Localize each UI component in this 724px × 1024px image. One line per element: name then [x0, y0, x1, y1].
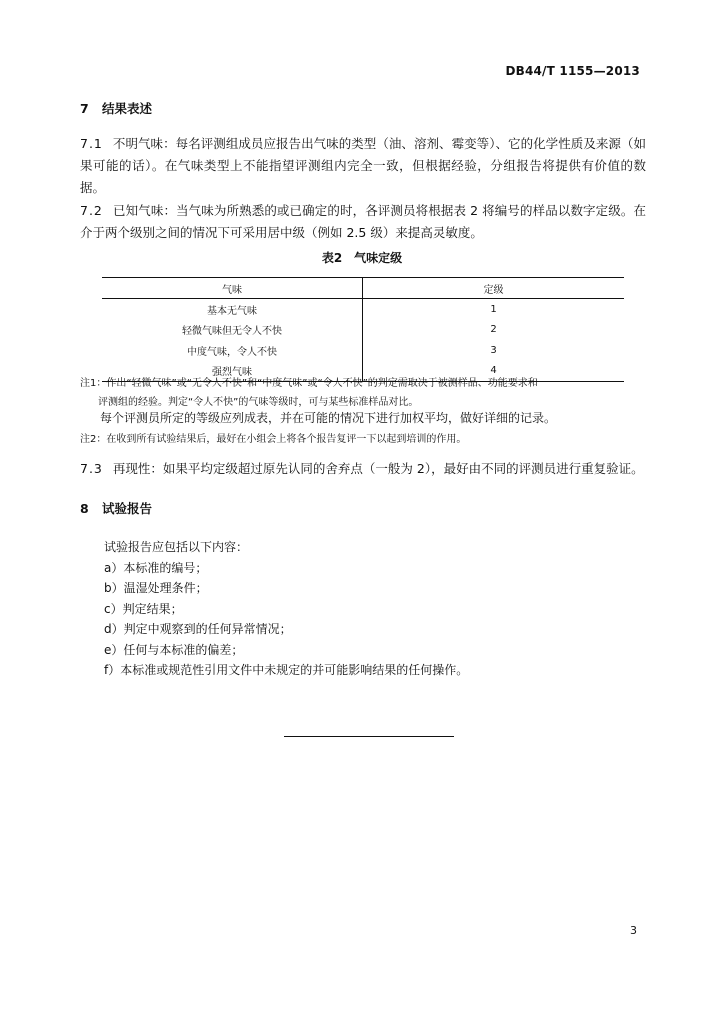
end-rule — [284, 736, 454, 737]
section-7-title: 结果表述 — [102, 101, 153, 116]
grade-cell: 4 — [363, 361, 625, 382]
odor-grade-table — [102, 277, 624, 382]
list-item: b）温湿处理条件； — [104, 581, 208, 595]
clause-7-3-text: 再现性：如果平均定级超过原先认同的舍弃点（一般为 2），最好由不同的评测员进行重复验证。 — [112, 461, 644, 476]
odor-cell: 强烈气味 — [102, 361, 363, 382]
header-odor: 气味 — [102, 278, 363, 299]
list-item: f）本标准或规范性引用文件中未规定的并可能影响结果的任何操作。 — [104, 663, 469, 677]
clause-7-3-number: 7.3 — [80, 461, 103, 476]
clause-7-1-text: 不明气味：每名评测组成员应报告出气味的类型（油、溶剂、霉变等）、它的化学性质及来源（如果可能的话）。在气味类型上不能指望评测组内完全一致，但根据经验，分组报告将提供有价值的数据。 — [80, 136, 646, 195]
list-item: a）本标准的编号； — [104, 560, 208, 575]
note-1-line-1: 注1：作出“轻微气味”或“无令人不快”和“中度气味”或“令人不快”的判定需取决于被测样品、功能要求和 — [80, 378, 538, 389]
note-1-line-2: 评测组的经验。判定“令人不快”的气味等级时，可与某些标准样品对比。 — [98, 397, 419, 408]
table-note-1 — [80, 374, 646, 412]
report-contents — [104, 537, 468, 681]
table-caption: 表2 气味定级 — [321, 251, 403, 265]
list-item: e）任何与本标准的偏差； — [104, 642, 244, 657]
clause-7-2-text: 已知气味：当气味为所熟悉的或已确定的时，各评测员将根据表 2 将编号的样品以数字定级。在介于两个级别之间的情况下可采用居中级（例如 2.5 级）来提高灵敏度。 — [80, 203, 646, 240]
table-row — [102, 320, 624, 341]
clause-7-1 — [80, 133, 646, 199]
section-7-heading — [80, 99, 152, 117]
section-8-heading — [80, 499, 152, 517]
list-item: d）判定中观察到的任何异常情况； — [104, 622, 292, 636]
header-grade: 定级 — [363, 278, 625, 299]
clause-7-2 — [80, 200, 646, 244]
grade-cell: 2 — [363, 320, 625, 341]
weighting-paragraph: 每个评测员所定的等级应列成表，并在可能的情况下进行加权平均，做好详细的记录。 — [100, 411, 557, 425]
odor-cell: 轻微气味但无令人不快 — [182, 326, 282, 338]
clause-7-3 — [80, 458, 646, 480]
table-header-row — [102, 278, 624, 299]
grade-cell: 3 — [363, 340, 625, 361]
section-7-number: 7 — [80, 101, 89, 116]
page-number: 3 — [630, 924, 637, 937]
clause-7-1-number: 7.1 — [80, 136, 103, 151]
clause-7-2-number: 7.2 — [80, 203, 103, 218]
section-8-number: 8 — [80, 501, 89, 516]
odor-cell: 基本无气味 — [207, 305, 257, 317]
odor-cell: 中度气味，令人不快 — [187, 346, 277, 358]
table-note-2: 注2：在收到所有试验结果后，最好在小组会上将各个报告复评一下以起到培训的作用。 — [80, 434, 467, 445]
table-row — [102, 299, 624, 320]
table-row — [102, 340, 624, 361]
grade-cell: 1 — [363, 299, 625, 320]
section-8-title: 试验报告 — [102, 501, 153, 516]
document-id: DB44/T 1155—2013 — [505, 64, 640, 78]
list-item: c）判定结果； — [104, 601, 183, 616]
report-intro: 试验报告应包括以下内容： — [104, 540, 249, 554]
